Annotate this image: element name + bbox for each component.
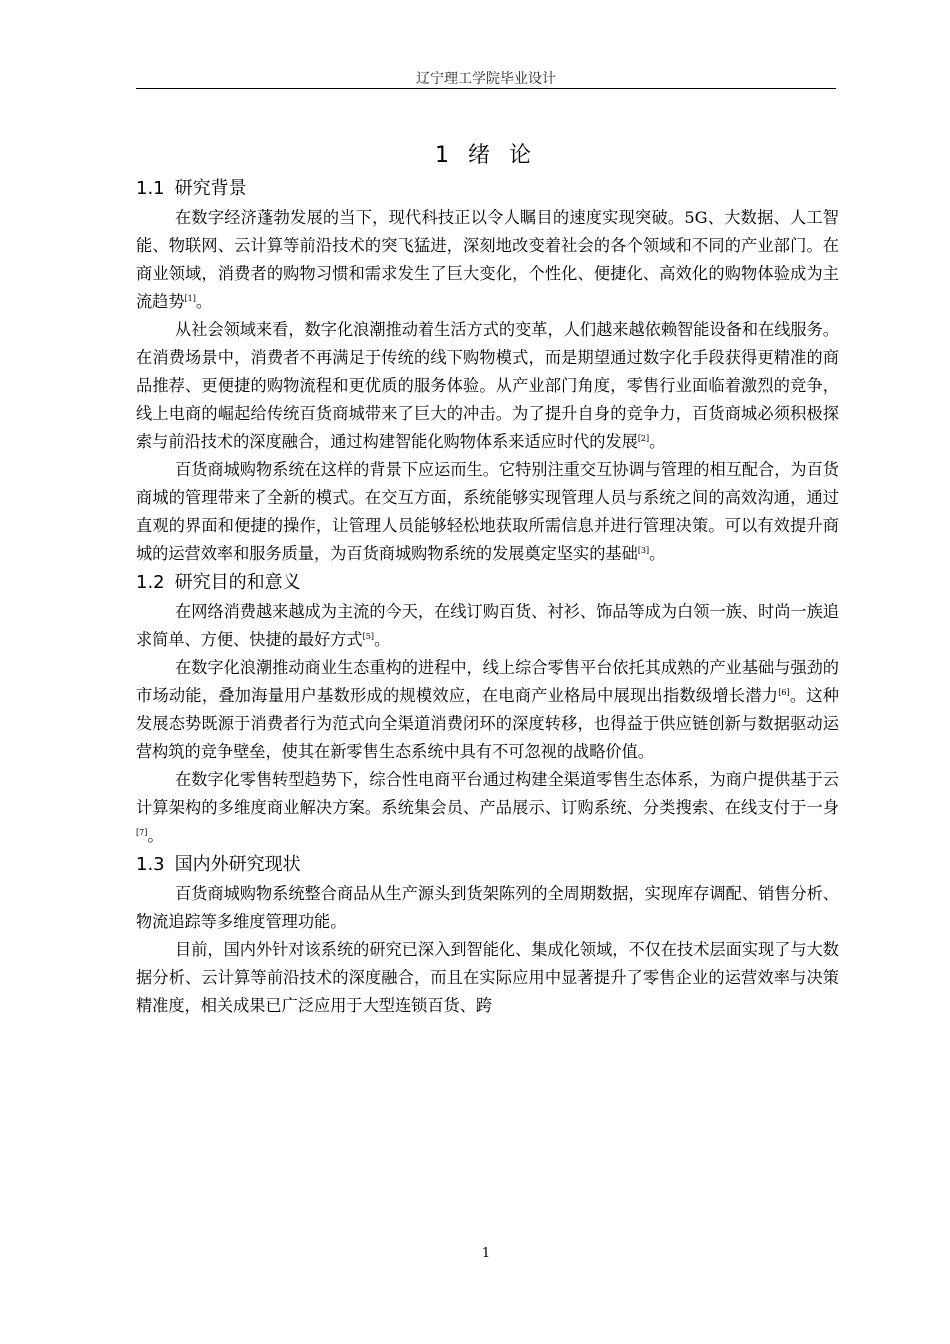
- paragraph-end: 。: [649, 432, 666, 451]
- citation: [5]: [362, 632, 374, 641]
- paragraph-text: 在数字经济蓬勃发展的当下，现代科技正以令人瞩目的速度实现突破。5G、大数据、人工智能、物联网、云计算等前沿技术的突飞猛进，深刻地改变着社会的各个领域和不同的产业部门。在商业领域，消费者的购物习惯和需求发生了巨大变化，个性化、便捷化、高效化的购物体验成为主流趋势: [136, 208, 839, 311]
- section-title: 研究背景: [174, 178, 247, 199]
- paragraph: [136, 766, 839, 850]
- paragraph: [136, 936, 839, 1020]
- section-heading: [136, 850, 839, 880]
- paragraph-text: 在数字化零售转型趋势下，综合性电商平台通过构建全渠道零售生态体系，为商户提供基于云计算架构的多维度商业解决方案。系统集会员、产品展示、订购系统、分类搜索、在线支付于一身: [136, 770, 839, 817]
- paragraph: [136, 316, 839, 456]
- paragraph: [136, 456, 839, 568]
- citation: [6]: [778, 688, 790, 697]
- section-heading: [136, 568, 839, 598]
- paragraph-text: 百货商城购物系统在这样的背景下应运而生。它特别注重交互协调与管理的相互配合，为百货商城的管理带来了全新的模式。在交互方面，系统能够实现管理人员与系统之间的高效沟通，通过直观的界面和便捷的操作，让管理人员能够轻松地获取所需信息并进行管理决策。可以有效提升商城的运营效率和服务质量，为百货商城购物系统的发展奠定坚实的基础: [136, 460, 839, 563]
- section-number: 1.3: [136, 854, 165, 875]
- body-text: [136, 174, 839, 1020]
- page-number: 1: [481, 1246, 491, 1261]
- paragraph-text: 百货商城购物系统整合商品从生产源头到货架陈列的全周期数据，实现库存调配、销售分析、物流追踪等多维度管理功能。: [136, 884, 839, 931]
- chapter-title-text: 绪 论: [468, 143, 537, 168]
- section-title: 研究目的和意义: [174, 572, 301, 593]
- running-header: 辽宁理工学院毕业设计: [416, 71, 556, 87]
- paragraph: [136, 654, 839, 766]
- header-rule: [136, 88, 836, 89]
- paragraph: [136, 204, 839, 316]
- citation: [1]: [184, 294, 196, 303]
- paragraph-text: 在数字化浪潮推动商业生态重构的进程中，线上综合零售平台依托其成熟的产业基础与强劲的市场动能，叠加海量用户基数形成的规模效应，在电商产业格局中展现出指数级增长潜力: [136, 658, 839, 705]
- citation: [2]: [637, 434, 650, 443]
- paragraph-end: 。: [373, 630, 391, 649]
- citation: [3]: [637, 546, 650, 555]
- paragraph: [136, 880, 839, 936]
- paragraph: [136, 598, 839, 654]
- section-number: 1.2: [136, 572, 165, 593]
- section-number: 1.1: [136, 178, 165, 199]
- paragraph-text: 目前，国内外针对该系统的研究已深入到智能化、集成化领域，不仅在技术层面实现了与大数据分析、云计算等前沿技术的深度融合，而且在实际应用中显著提升了零售企业的运营效率与决策精准度，相关成果已广泛应用于大型连锁百货、跨: [136, 940, 839, 1015]
- paragraph-end: 。这种发展态势既源于消费者行为范式向全渠道消费闭环的深度转移，也得益于供应链创新与数据驱动运营构筑的竞争壁垒，使其在新零售生态系统中具有不可忽视的战略价值。: [136, 686, 839, 761]
- section-heading: [136, 174, 839, 204]
- paragraph-text: 在网络消费越来越成为主流的今天，在线订购百货、衬衫、饰品等成为白领一族、时尚一族追求简单、方便、快捷的最好方式: [136, 602, 839, 649]
- paragraph-end: 。: [195, 292, 213, 311]
- paragraph-end: 。: [649, 544, 666, 563]
- paragraph-text: 从社会领域来看，数字化浪潮推动着生活方式的变革，人们越来越依赖智能设备和在线服务。在消费场景中，消费者不再满足于传统的线下购物模式，而是期望通过数字化手段获得更精准的商品推荐、更便捷的购物流程和更优质的服务体验。从产业部门角度，零售行业面临着激烈的竞争，线上电商的崛起给传统百货商城带来了巨大的冲击。为了提升自身的竞争力，百货商城必须积极探索与前沿技术的深度融合，通过构建智能化购物体系来适应时代的发展: [136, 320, 839, 451]
- citation: [7]: [136, 828, 148, 837]
- paragraph-end: 。: [147, 826, 164, 845]
- chapter-number: 1: [435, 143, 455, 168]
- section-title: 国内外研究现状: [174, 854, 301, 875]
- chapter-title: [136, 138, 836, 169]
